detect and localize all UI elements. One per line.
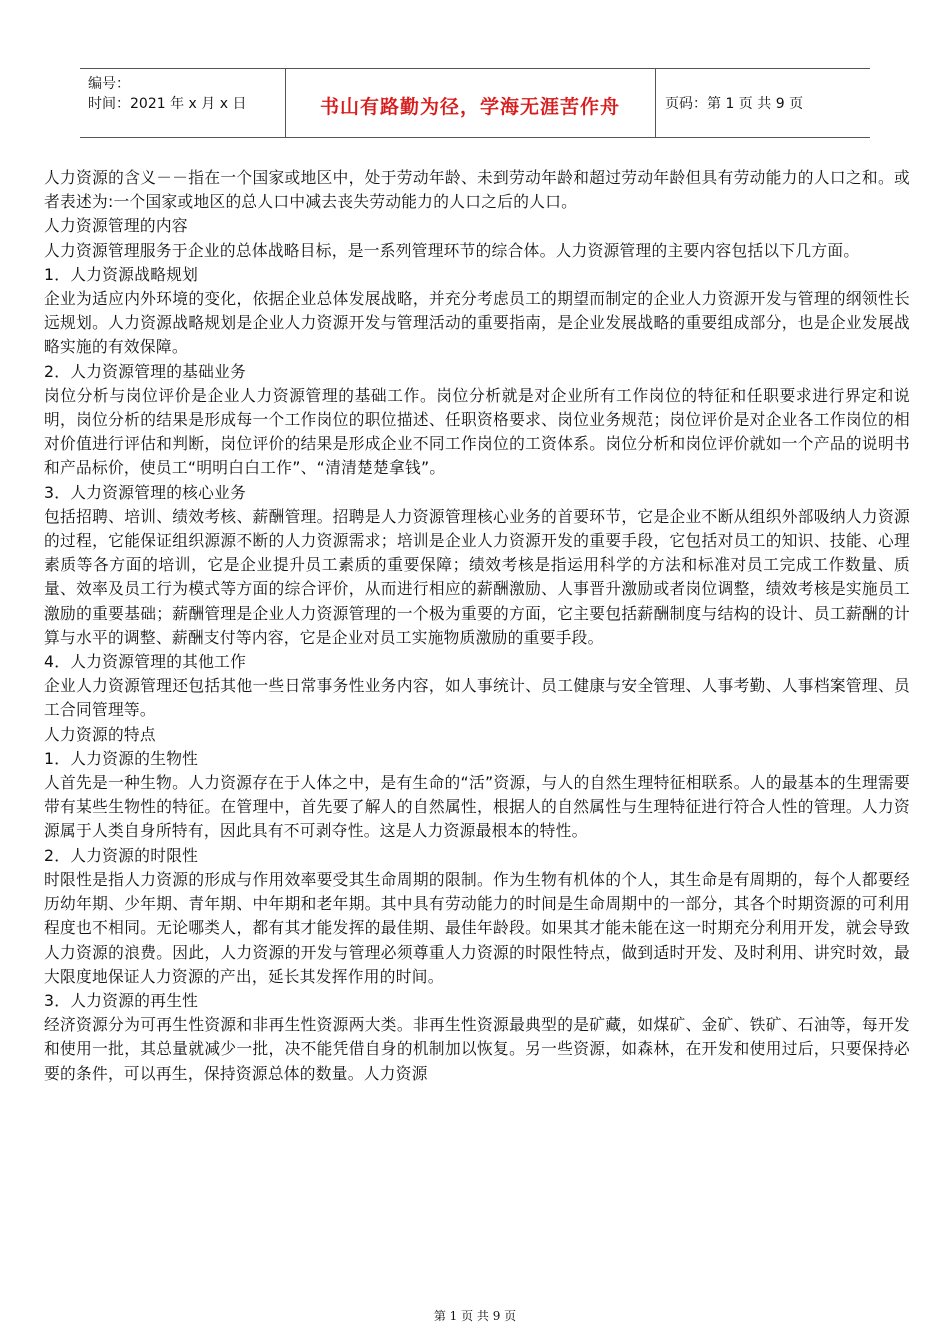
body-paragraph: 企业为适应内外环境的变化，依据企业总体发展战略，并充分考虑员工的期望而制定的企业人力资源开发与管理的纲领性长远规划。人力资源战略规划是企业人力资源开发与管理活动的重要指南，是企业发展战略的重要组成部分，也是企业发展战略实施的有效保障。 (44, 289, 910, 357)
subsection-heading: 1．人力资源的生物性 (44, 748, 199, 768)
header-divider-right (655, 68, 656, 138)
body-paragraph: 岗位分析与岗位评价是企业人力资源管理的基础工作。岗位分析就是对企业所有工作岗位的特征和任职要求进行界定和说明，岗位分析的结果是形成每一个工作岗位的职位描述、任职资格要求、岗位业务规范；岗位评价是对企业各工作岗位的相对价值进行评估和判断，岗位评价的结果是形成企业不同工作岗位的工资体系。岗位分析和岗位评价就如一个产品的说明书和产品标价，使员工“明明白白工作”、“清清楚楚拿钱”。 (44, 385, 910, 478)
header-page-number: 页码：第 1 页 共 9 页 (665, 96, 804, 112)
document-date-label: 时间：2021 年 x 月 x 日 (88, 96, 247, 112)
body-paragraph: 企业人力资源管理还包括其他一些日常事务性业务内容，如人事统计、员工健康与安全管理、人事考勤、人事档案管理、员工合同管理等。 (44, 676, 910, 720)
body-paragraph: 时限性是指人力资源的形成与作用效率要受其生命周期的限制。作为生物有机体的个人，其生命是有周期的，每个人都要经历幼年期、少年期、青年期、中年期和老年期。其中具有劳动能力的时间是生命周期中的一部分，其各个时期资源的可利用程度也不相同。无论哪类人，都有其才能发挥的最佳期、最佳年龄段。如果其才能未能在这一时期充分利用开发，就会导致人力资源的浪费。因此，人力资源的开发与管理必须尊重人力资源的时限性特点，做到适时开发、及时利用、讲究时效，最大限度地保证人力资源的产出，延长其发挥作用的时间。 (44, 869, 910, 986)
subsection-heading: 1．人力资源战略规划 (44, 264, 199, 284)
body-paragraph: 人首先是一种生物。人力资源存在于人体之中，是有生命的“活”资源，与人的自然生理特征相联系。人的最基本的生理需要带有某些生物性的特征。在管理中，首先要了解人的自然属性，根据人的自然属性与生理特征进行符合人性的管理。人力资源属于人类自身所特有，因此具有不可剥夺性。这是人力资源最根本的特性。 (44, 773, 910, 841)
document-number-label: 编号： (88, 76, 130, 92)
subsection-heading: 3．人力资源管理的核心业务 (44, 482, 247, 502)
section-heading: 人力资源管理的内容 (44, 216, 188, 236)
header-top-rule (80, 68, 870, 69)
header-bottom-rule (80, 137, 870, 138)
body-paragraph: 包括招聘、培训、绩效考核、薪酬管理。招聘是人力资源管理核心业务的首要环节，它是企业不断从组织外部吸纳人力资源的过程，它能保证组织源源不断的人力资源需求；培训是企业人力资源开发的重要手段，它包括对员工的知识、技能、心理素质等各方面的培训，它是企业提升员工素质的重要保障；绩效考核是指运用科学的方法和标准对员工完成工作数量、质量、效率及员工行为模式等方面的综合评价，从而进行相应的薪酬激励、人事晋升激励或者岗位调整，绩效考核是实施员工激励的重要基础；薪酬管理是企业人力资源管理的一个极为重要的方面，它主要包括薪酬制度与结构的设计、员工薪酬的计算与水平的调整、薪酬支付等内容，它是企业对员工实施物质激励的重要手段。 (44, 506, 910, 647)
page-footer: 第 1 页 共 9 页 (433, 1309, 517, 1323)
subsection-heading: 2．人力资源管理的基础业务 (44, 361, 247, 381)
body-paragraph: 人力资源的含义－－指在一个国家或地区中，处于劳动年龄、未到劳动年龄和超过劳动年龄但具有劳动能力的人口之和。或者表述为:一个国家或地区的总人口中减去丧失劳动能力的人口之后的人口。 (44, 168, 910, 212)
subsection-heading: 2．人力资源的时限性 (44, 845, 199, 865)
document-header (80, 68, 870, 138)
body-paragraph: 人力资源管理服务于企业的总体战略目标，是一系列管理环节的综合体。人力资源管理的主要内容包括以下几方面。 (44, 240, 860, 260)
header-meta (88, 74, 246, 114)
subsection-heading: 4．人力资源管理的其他工作 (44, 652, 247, 672)
body-paragraph: 经济资源分为可再生性资源和非再生性资源两大类。非再生性资源最典型的是矿藏，如煤矿、金矿、铁矿、石油等，每开发和使用一批，其总量就减少一批，决不能凭借自身的机制加以恢复。另一些资源，如森林，在开发和使用过后，只要保持必要的条件，可以再生，保持资源总体的数量。人力资源 (44, 1015, 910, 1083)
document-body (44, 166, 910, 1086)
header-motto: 书山有路勤为径，学海无涯苦作舟 (319, 96, 620, 118)
subsection-heading: 3．人力资源的再生性 (44, 990, 199, 1010)
section-heading: 人力资源的特点 (44, 724, 156, 744)
